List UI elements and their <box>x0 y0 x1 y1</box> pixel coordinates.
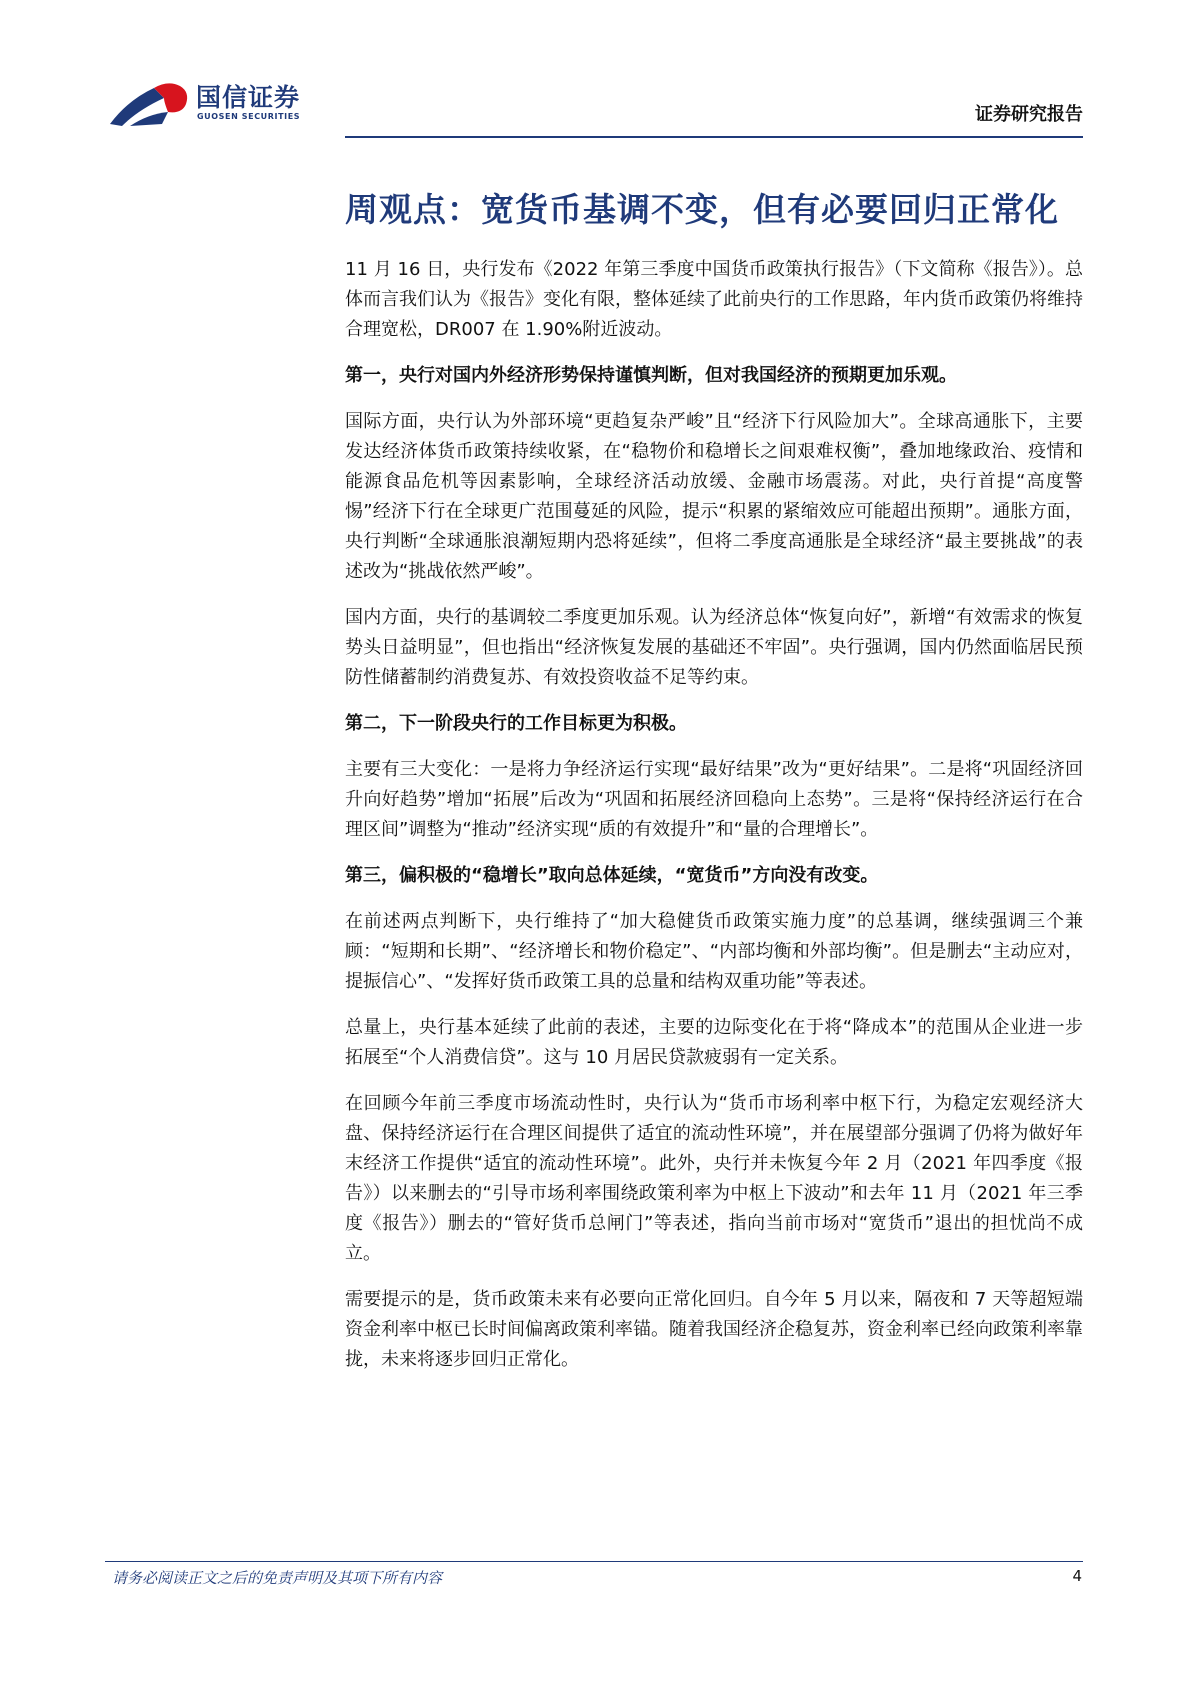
article-body <box>345 183 1083 1391</box>
company-name-en: GUOSEN SECURITIES <box>197 112 301 121</box>
paragraph-intro: 11 月 16 日，央行发布《2022 年第三季度中国货币政策执行报告》（下文简称《报告》）。总体而言我们认为《报告》变化有限，整体延续了此前央行的工作思路，年内货币政策仍将维持合理宽松，DR007 在 1.90%附近波动。 <box>345 259 1083 340</box>
section-heading-first: 第一，央行对国内外经济形势保持谨慎判断，但对我国经济的预期更加乐观。 <box>345 365 957 386</box>
company-logo <box>108 78 308 134</box>
section-heading-third: 第三，偏积极的“稳增长”取向总体延续，“宽货币”方向没有改变。 <box>345 865 879 886</box>
page-number: 4 <box>1072 1567 1082 1585</box>
section-heading-second: 第二，下一阶段央行的工作目标更为积极。 <box>345 713 687 734</box>
report-type-label: 证券研究报告 <box>975 104 1083 125</box>
article-title: 周观点：宽货币基调不变，但有必要回归正常化 <box>345 190 1059 229</box>
paragraph-domestic: 国内方面，央行的基调较二季度更加乐观。认为经济总体“恢复向好”，新增“有效需求的恢复势头日益明显”，但也指出“经济恢复发展的基础还不牢固”。央行强调，国内仍然面临居民预防性储蓄制约消费复苏、有效投资收益不足等约束。 <box>345 607 1083 688</box>
paragraph-international: 国际方面，央行认为外部环境“更趋复杂严峻”且“经济下行风险加大”。全球高通胀下，主要发达经济体货币政策持续收紧，在“稳物价和稳增长之间艰难权衡”，叠加地缘政治、疫情和能源食品危机等因素影响，全球经济活动放缓、金融市场震荡。对此，央行首提“高度警惕”经济下行在全球更广范围蔓延的风险，提示“积累的紧缩效应可能超出预期”。通胀方面，央行判断“全球通胀浪潮短期内恐将延续”，但将二季度高通胀是全球经济“最主要挑战”的表述改为“挑战依然严峻”。 <box>345 411 1083 582</box>
paragraph-liquidity: 在回顾今年前三季度市场流动性时，央行认为“货币市场利率中枢下行，为稳定宏观经济大盘、保持经济运行在合理区间提供了适宜的流动性环境”，并在展望部分强调了仍将为做好年末经济工作提供“适宜的流动性环境”。此外，央行并未恢复今年 2 月（2021 年四季度《报告》）以来删去的“引导市场利率围绕政策利率为中枢上下波动”和去年 11 月（2021 年三季度《报告》）删去的“管好货币总闸门”等表述，指向当前市场对“宽货币”退出的担忧尚不成立。 <box>345 1093 1083 1264</box>
paragraph-policy-tone: 在前述两点判断下，央行维持了“加大稳健货币政策实施力度”的总基调，继续强调三个兼顾：“短期和长期”、“经济增长和物价稳定”、“内部均衡和外部均衡”。但是删去“主动应对，提振信心”、“发挥好货币政策工具的总量和结构双重功能”等表述。 <box>345 911 1083 992</box>
logo-mark-icon <box>108 80 192 126</box>
footer-divider <box>105 1561 1083 1562</box>
paragraph-aggregate: 总量上，央行基本延续了此前的表述，主要的边际变化在于将“降成本”的范围从企业进一步拓展至“个人消费信贷”。这与 10 月居民贷款疲弱有一定关系。 <box>345 1017 1083 1068</box>
footer-disclaimer: 请务必阅读正文之后的免责声明及其项下所有内容 <box>112 1569 443 1587</box>
paragraph-three-changes: 主要有三大变化：一是将力争经济运行实现“最好结果”改为“更好结果”。二是将“巩固经济回升向好趋势”增加“拓展”后改为“巩固和拓展经济回稳向上态势”。三是将“保持经济运行在合理区间”调整为“推动”经济实现“质的有效提升”和“量的合理增长”。 <box>345 759 1083 840</box>
header-divider <box>345 136 1083 138</box>
paragraph-normalization: 需要提示的是，货币政策未来有必要向正常化回归。自今年 5 月以来，隔夜和 7 天等超短端资金利率中枢已长时间偏离政策利率锚。随着我国经济企稳复苏，资金利率已经向政策利率靠拢，未来将逐步回归正常化。 <box>345 1289 1083 1370</box>
company-name: 国信证券 <box>196 83 301 112</box>
